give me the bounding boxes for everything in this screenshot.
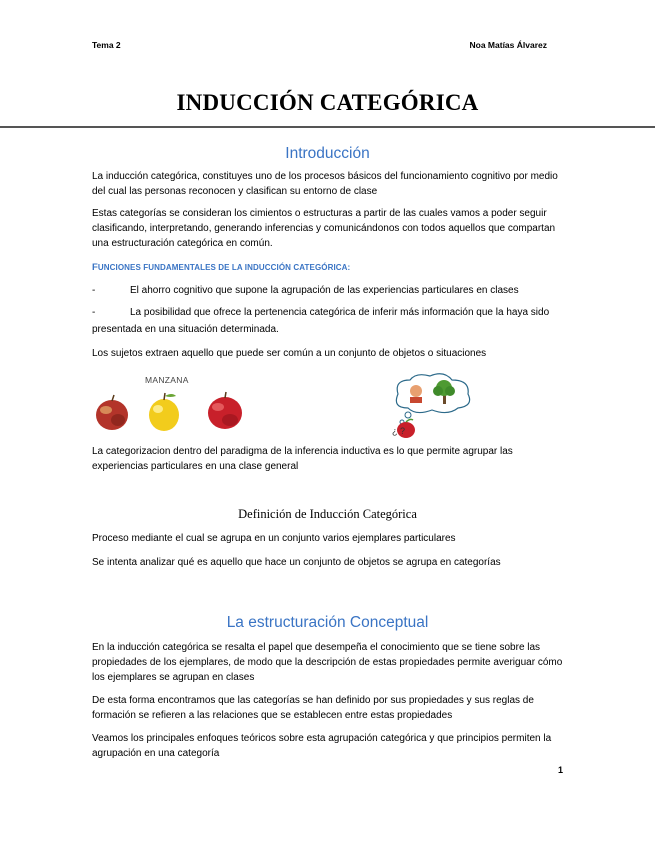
apples-figure-label: MANZANA xyxy=(145,375,189,385)
intro-paragraph-4: La categorizacion dentro del paradigma de la inferencia inductiva es lo que permite agrupar las experiencias particulares en una clase general xyxy=(92,446,513,472)
bullet-2-marker: - xyxy=(92,307,96,318)
page-number: 1 xyxy=(558,765,564,775)
yellow-apple-icon xyxy=(149,393,179,431)
intro-paragraph-2: Estas categorías se consideran los cimientos o estructuras a partir de las cuales vamos a poder seguir clasificando, interpretando, generando inferencias y comunicándonos con todos aquellos que compartan una estructuración categórica en común. xyxy=(92,208,556,249)
thinking-bubble-figure xyxy=(386,372,476,440)
bullet-1-marker: - xyxy=(92,285,96,296)
functions-subheading-rest: UNCIONES FUNDAMENTALES DE LA INDUCCIÓN CATEGÓRICA: xyxy=(97,263,351,272)
functions-subheading-initial: F xyxy=(92,262,98,273)
bullet-2-continuation: presentada en una situación determinada. xyxy=(92,324,279,335)
intro-heading: Introducción xyxy=(285,145,370,162)
title-rule xyxy=(0,126,655,128)
intro-paragraph-3: Los sujetos extraen aquello que puede ser común a un conjunto de objetos o situaciones xyxy=(92,348,487,359)
red-apple-1-icon xyxy=(96,395,128,430)
definition-heading: Definición de Inducción Categórica xyxy=(238,507,417,521)
conceptual-paragraph-3: Veamos los principales enfoques teóricos sobre esta agrupación categórica y que principios permiten la agrupación en una categoría xyxy=(92,733,552,759)
definition-paragraph-2: Se intenta analizar qué es aquello que hace un conjunto de objetos se agrupa en categorías xyxy=(92,557,501,568)
intro-paragraph-1: La inducción categórica, constituyes uno de los procesos básicos del funcionamiento cognitivo por medio del cual las personas reconocen y clasifican su entorno de clase xyxy=(92,171,558,197)
functions-subheading xyxy=(92,262,350,273)
conceptual-paragraph-1: En la inducción categórica se resalta el papel que desempeña el conocimiento que se tiene sobre las propiedades de los ejemplares, de modo que la descripción de estas propiedades permite averiguar cómo los ejemplares se agrupan en clases xyxy=(92,642,563,683)
bullet-2-text: La posibilidad que ofrece la pertenencia categórica de inferir más información que la haya sido xyxy=(130,307,550,318)
header-right: Noa Matías Álvarez xyxy=(469,40,547,50)
document-title: INDUCCIÓN CATEGÓRICA xyxy=(176,90,479,115)
bubble-question-marks: ¿ ? xyxy=(392,426,406,436)
red-apple-2-icon xyxy=(208,392,242,429)
bullet-1-text: El ahorro cognitivo que supone la agrupación de las experiencias particulares en clases xyxy=(130,285,519,296)
person-icon xyxy=(410,385,422,403)
definition-paragraph-1: Proceso mediante el cual se agrupa en un conjunto varios ejemplares particulares xyxy=(92,533,456,544)
header-left: Tema 2 xyxy=(92,40,121,50)
apples-figure xyxy=(90,390,260,438)
thought-cloud-icon xyxy=(396,374,469,424)
conceptual-heading: La estructuración Conceptual xyxy=(226,614,429,631)
conceptual-paragraph-2: De esta forma encontramos que las categorías se han definido por sus propiedades y sus reglas de formación se refieren a las relaciones que se establecen entre estas propiedades xyxy=(92,695,534,721)
